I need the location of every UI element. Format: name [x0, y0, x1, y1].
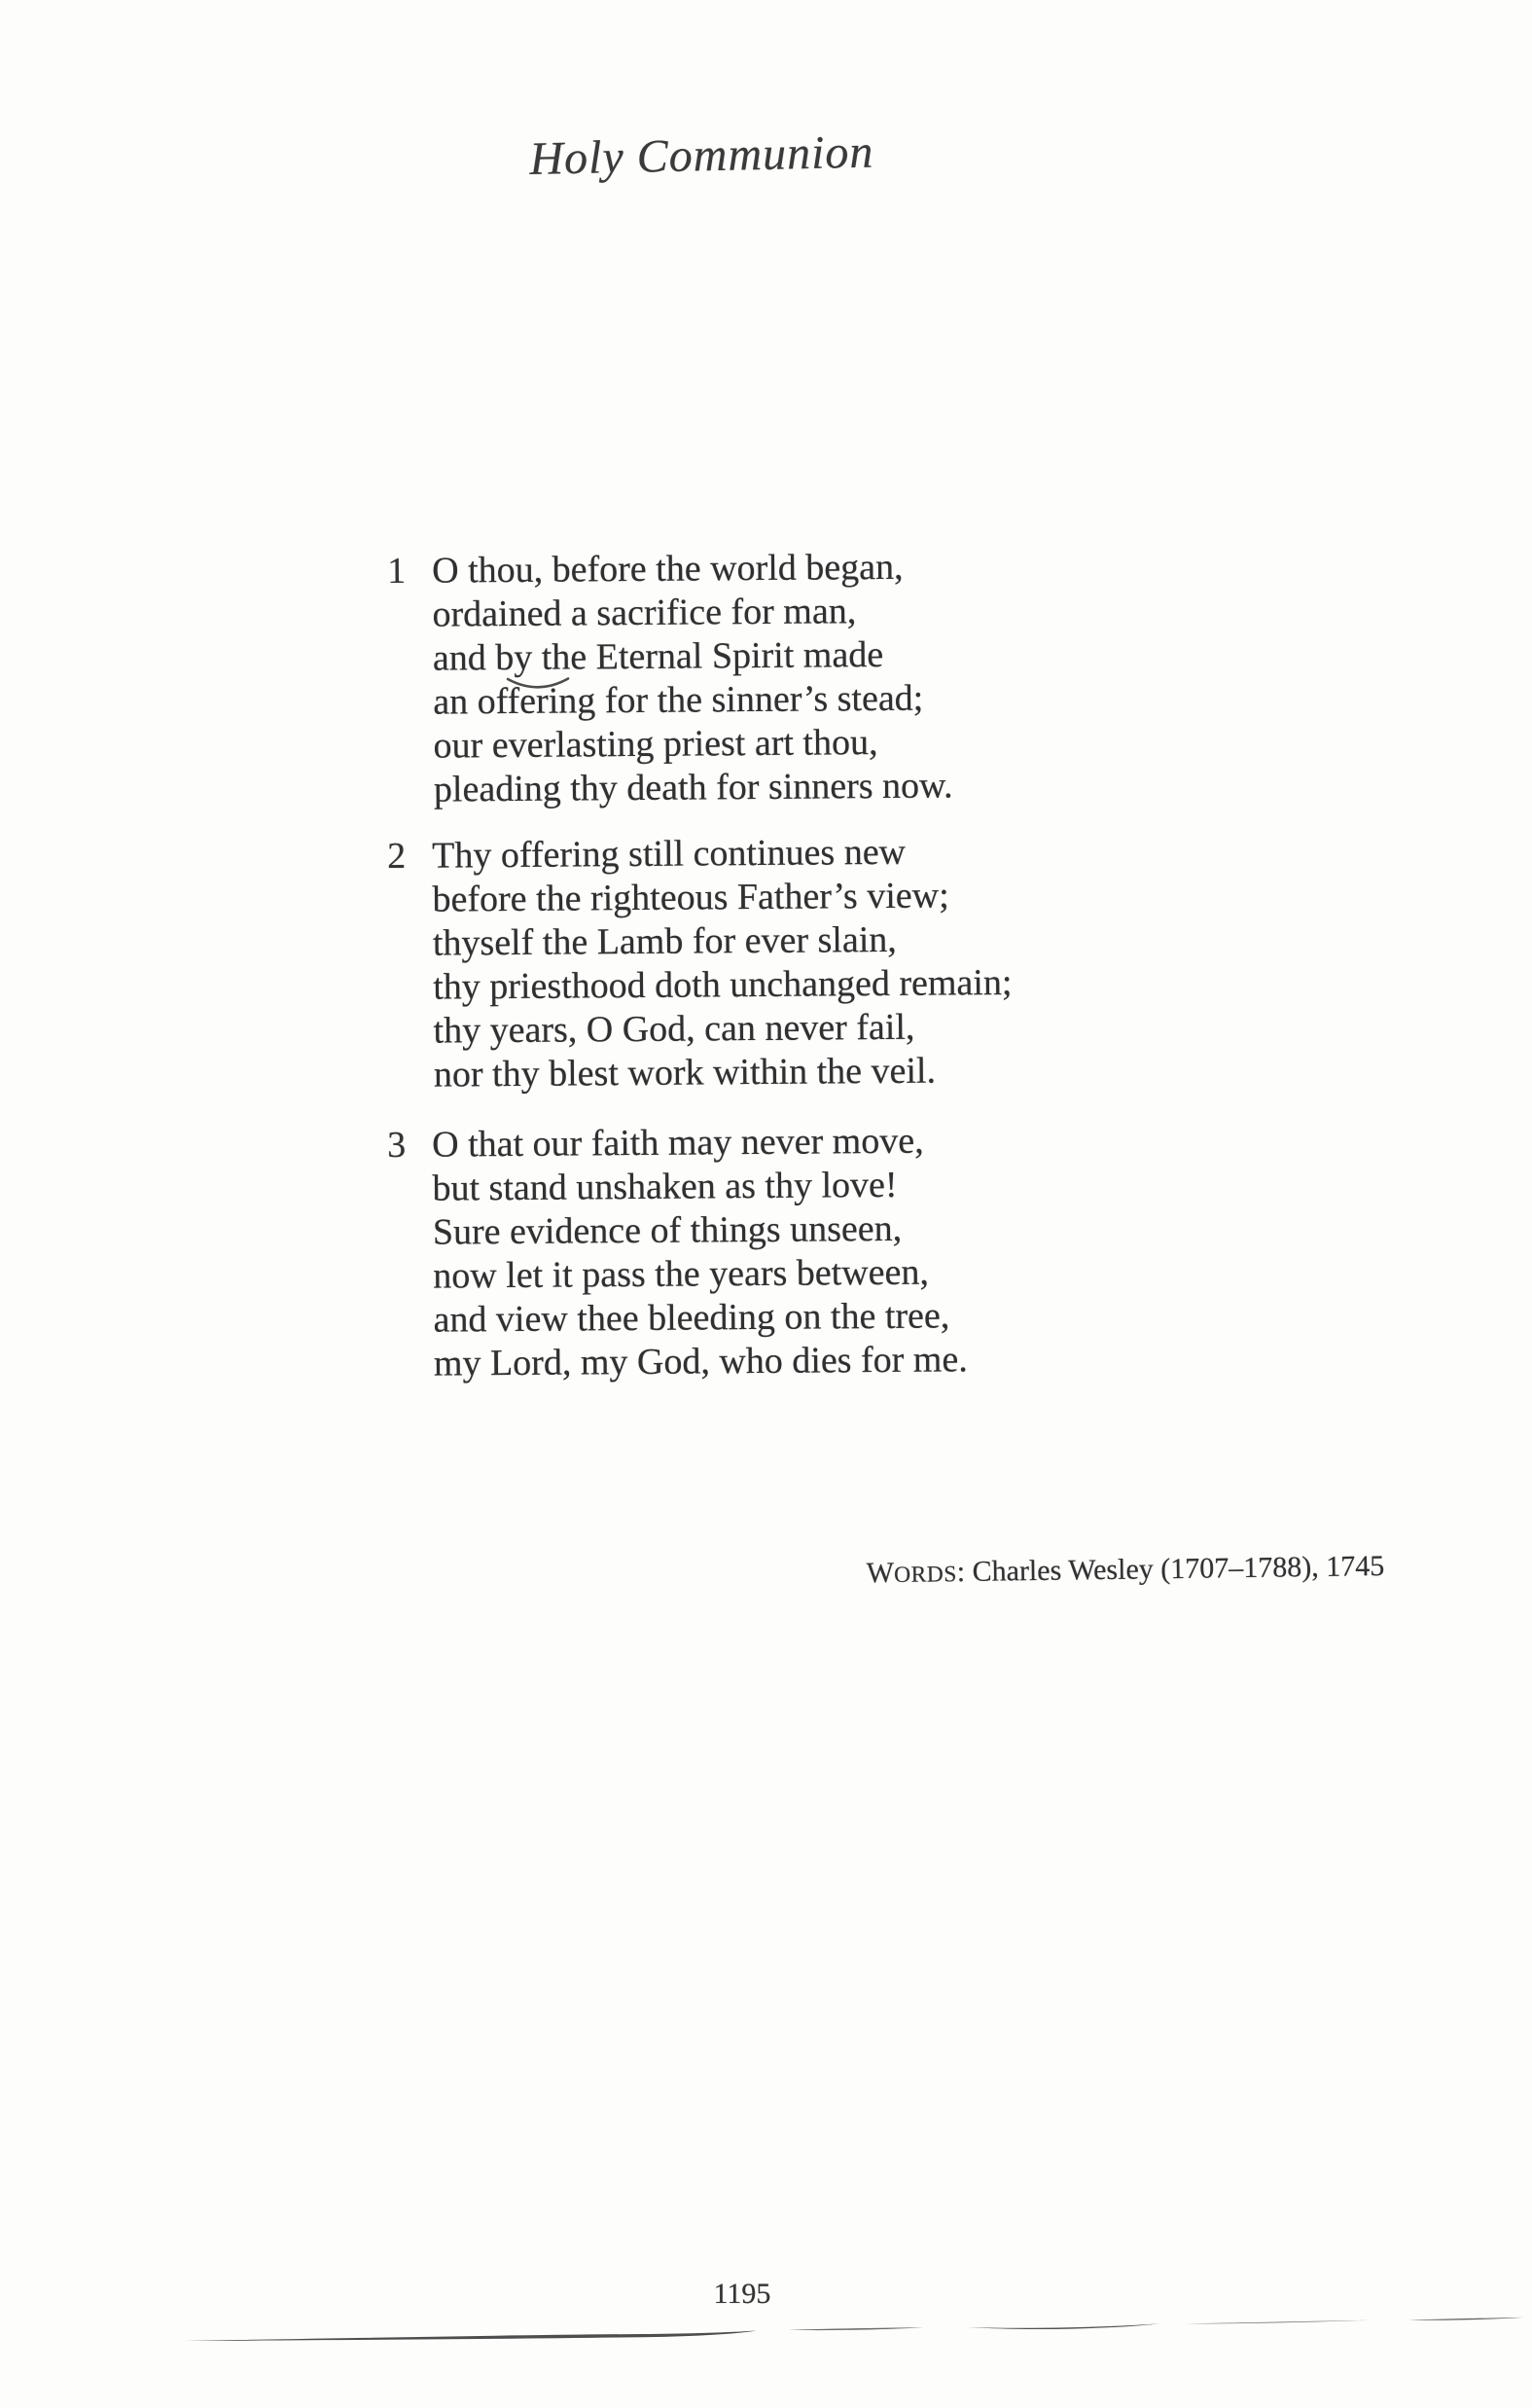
verse-number: 1 [387, 550, 407, 592]
page-edge-scan-line [0, 2306, 1532, 2354]
verse-line: our everlasting priest art thou, [433, 722, 878, 767]
verse-line: O that our faith may never move, [432, 1120, 924, 1166]
verse-line: nor thy blest work within the veil. [433, 1050, 937, 1096]
credit-label-initial: W [866, 1557, 894, 1590]
verse-block-3 [387, 1118, 1148, 1386]
verse-line: O thou, before the world began, [432, 546, 904, 592]
verse-number: 3 [387, 1124, 407, 1166]
verse-line: but stand unshaken as thy love! [432, 1164, 898, 1209]
page-number: 1195 [713, 2278, 771, 2310]
credit-colon: : [956, 1556, 965, 1589]
verse-line: thyself the Lamb for ever slain, [432, 918, 897, 964]
verse-line: my Lord, my God, who dies for me. [433, 1339, 968, 1384]
verse-line: and view thee bleeding on the tree, [433, 1295, 950, 1341]
verse-line: and by the Eternal Spirit made [432, 633, 884, 679]
verse-line: Sure evidence of things unseen, [432, 1207, 903, 1253]
verse-block-1 [387, 544, 1148, 812]
verse-lines [432, 544, 1148, 812]
credit-text: Charles Wesley (1707–1788), 1745 [964, 1550, 1384, 1589]
verse-line: now let it pass the years between, [433, 1251, 930, 1297]
verse-line: thy years, O God, can never fail, [433, 1006, 915, 1052]
verse-line: Thy offering still continues new [432, 831, 907, 877]
verse-lines [432, 829, 1148, 1097]
verse-line: thy priesthood doth unchanged remain; [433, 961, 1013, 1008]
credit-label-smallcaps: ORDS [893, 1562, 957, 1589]
verse-lines [432, 1118, 1148, 1386]
verse-line: pleading thy death for sinners now. [433, 765, 953, 810]
credit-line [866, 1549, 1384, 1593]
verse-block-2 [387, 829, 1148, 1097]
verse-line: an offering for the sinner’s stead; [433, 677, 924, 723]
page-title: Holy Communion [528, 126, 874, 186]
verse-number: 2 [387, 835, 407, 877]
verse-line: before the righteous Father’s view; [432, 875, 949, 920]
verse-line: ordained a sacrifice for man, [432, 591, 857, 635]
